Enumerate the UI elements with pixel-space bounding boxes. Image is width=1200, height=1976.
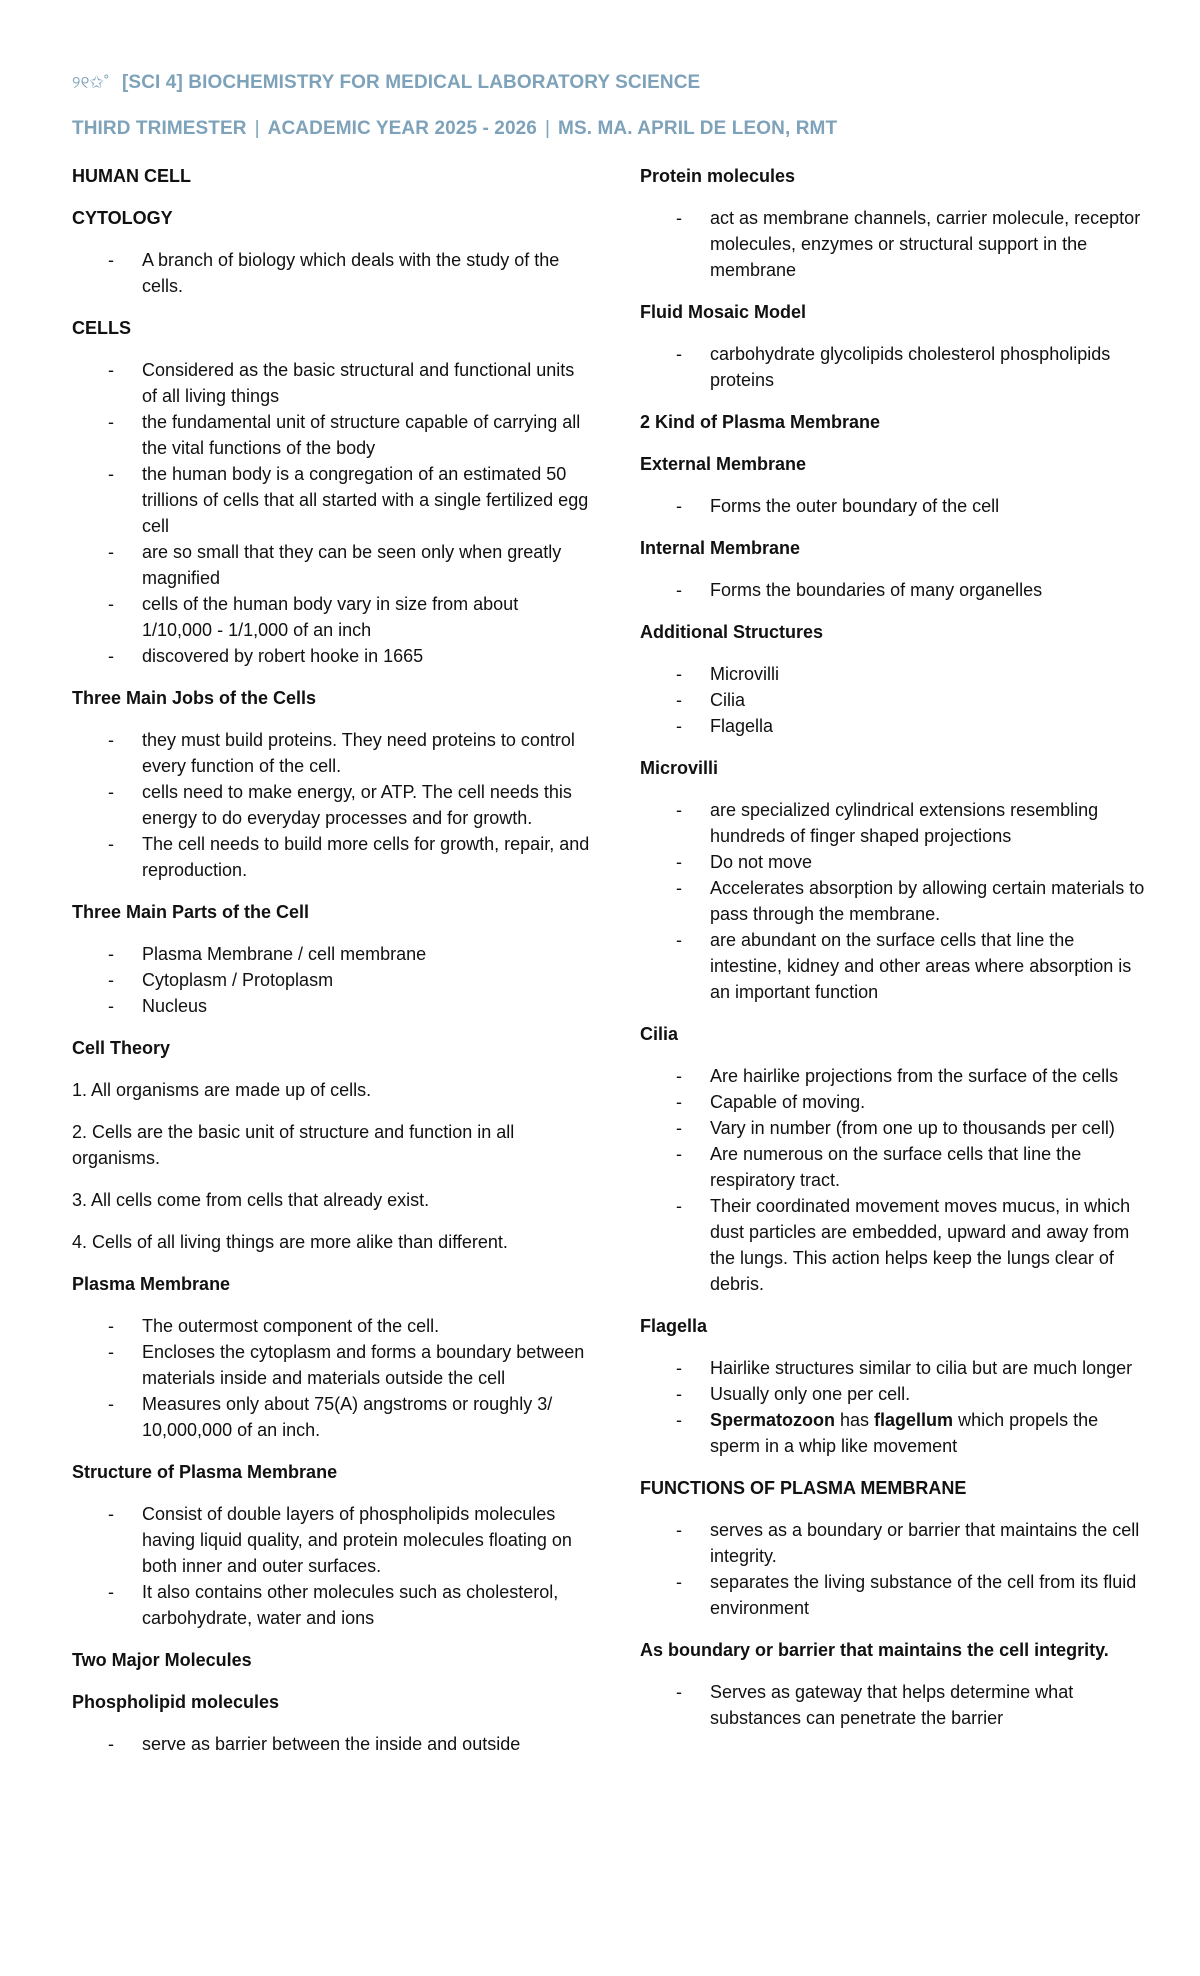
- bullet-list: [72, 357, 592, 669]
- bullet-list: [640, 797, 1145, 1005]
- list-item: - Nucleus: [72, 993, 592, 1019]
- bullet-list: [640, 341, 1145, 393]
- list-item: - Their coordinated movement moves mucus, in which dust particles are embedded, upward and away from the lungs. This action helps keep the lungs clear of debris.: [640, 1193, 1145, 1297]
- list-item: - Forms the boundaries of many organelles: [640, 577, 1145, 603]
- section-heading: Additional Structures: [640, 622, 824, 642]
- list-item: - are specialized cylindrical extensions resembling hundreds of finger shaped projections: [640, 797, 1145, 849]
- list-item: - Measures only about 75(A) angstroms or roughly 3/ 10,000,000 of an inch.: [72, 1391, 592, 1443]
- list-item: - Microvilli: [640, 661, 1145, 687]
- bullet-list: [72, 1501, 592, 1631]
- sparkle-ornament-icon: ୨୧✩˚: [72, 73, 110, 92]
- list-item: - Forms the outer boundary of the cell: [640, 493, 1145, 519]
- left-column: [72, 163, 592, 1773]
- list-item: - Vary in number (from one up to thousands per cell): [640, 1115, 1145, 1141]
- section-heading: Two Major Molecules: [72, 1650, 252, 1670]
- section-heading: Cilia: [640, 1024, 679, 1044]
- bold-term: Spermatozoon: [710, 1410, 836, 1430]
- bullet-list: [640, 577, 1145, 603]
- academic-year: ACADEMIC YEAR 2025 - 2026: [267, 118, 537, 139]
- numbered-paragraph: 4. Cells of all living things are more alike than different.: [72, 1232, 508, 1252]
- section-heading: Protein molecules: [640, 166, 796, 186]
- section-heading: Flagella: [640, 1316, 708, 1336]
- right-column: [640, 163, 1145, 1747]
- list-item: - It also contains other molecules such as cholesterol, carbohydrate, water and ions: [72, 1579, 592, 1631]
- course-name: [SCI 4] BIOCHEMISTRY FOR MEDICAL LABORATORY SCIENCE: [122, 72, 701, 93]
- section-heading: Fluid Mosaic Model: [640, 302, 807, 322]
- section-heading: CYTOLOGY: [72, 208, 173, 228]
- list-item: - are abundant on the surface cells that line the intestine, kidney and other areas where absorption is an important function: [640, 927, 1145, 1005]
- bullet-list: [640, 661, 1145, 739]
- list-item: - Cilia: [640, 687, 1145, 713]
- section-heading: Three Main Parts of the Cell: [72, 902, 310, 922]
- section-heading: Cell Theory: [72, 1038, 171, 1058]
- bullet-list: [72, 727, 592, 883]
- list-item: - Consist of double layers of phospholipids molecules having liquid quality, and protein molecules floating on both inner and outer surfaces.: [72, 1501, 592, 1579]
- term: THIRD TRIMESTER: [72, 118, 247, 139]
- list-item: - serve as barrier between the inside and outside: [72, 1731, 592, 1757]
- list-item: - Considered as the basic structural and functional units of all living things: [72, 357, 592, 409]
- list-item: - the human body is a congregation of an estimated 50 trillions of cells that all started with a single fertilized egg cell: [72, 461, 592, 539]
- text-run: has: [835, 1410, 875, 1430]
- section-heading: FUNCTIONS OF PLASMA MEMBRANE: [640, 1478, 967, 1498]
- list-item: - the fundamental unit of structure capable of carrying all the vital functions of the body: [72, 409, 592, 461]
- bullet-list: [640, 205, 1145, 283]
- list-item: - A branch of biology which deals with the study of the cells.: [72, 247, 592, 299]
- section-heading: Phospholipid molecules: [72, 1692, 280, 1712]
- list-item: - Serves as gateway that helps determine what substances can penetrate the barrier: [640, 1679, 1145, 1731]
- bullet-list: [72, 1731, 592, 1757]
- separator: |: [254, 118, 260, 139]
- list-item: - Capable of moving.: [640, 1089, 1145, 1115]
- section-heading: Internal Membrane: [640, 538, 801, 558]
- section-heading: HUMAN CELL: [72, 166, 191, 186]
- bullet-list: [640, 493, 1145, 519]
- bullet-list: [640, 1063, 1145, 1297]
- list-item: [640, 1407, 1145, 1459]
- list-item: - Are numerous on the surface cells that line the respiratory tract.: [640, 1141, 1145, 1193]
- section-heading: External Membrane: [640, 454, 807, 474]
- list-item: - Plasma Membrane / cell membrane: [72, 941, 592, 967]
- list-item: - Flagella: [640, 713, 1145, 739]
- list-item: - Accelerates absorption by allowing certain materials to pass through the membrane.: [640, 875, 1145, 927]
- list-item: - The cell needs to build more cells for growth, repair, and reproduction.: [72, 831, 592, 883]
- list-item: - serves as a boundary or barrier that maintains the cell integrity.: [640, 1517, 1145, 1569]
- bullet-list: [640, 1517, 1145, 1621]
- list-item: - act as membrane channels, carrier molecule, receptor molecules, enzymes or structural support in the membrane: [640, 205, 1145, 283]
- list-item: - cells of the human body vary in size from about 1/10,000 - 1/1,000 of an inch: [72, 591, 592, 643]
- section-heading: Structure of Plasma Membrane: [72, 1462, 338, 1482]
- course-title: [72, 72, 700, 94]
- list-item: - Usually only one per cell.: [640, 1381, 1145, 1407]
- section-heading: Microvilli: [640, 758, 719, 778]
- list-item: - carbohydrate glycolipids cholesterol phospholipids proteins: [640, 341, 1145, 393]
- list-item: - Encloses the cytoplasm and forms a boundary between materials inside and materials outside the cell: [72, 1339, 592, 1391]
- list-item: - Hairlike structures similar to cilia but are much longer: [640, 1355, 1145, 1381]
- bullet-list: [640, 1679, 1145, 1731]
- bold-term: flagellum: [874, 1410, 954, 1430]
- text-run: which propels the sperm in a whip like movement: [710, 1410, 1099, 1456]
- numbered-paragraph: 2. Cells are the basic unit of structure and function in all organisms.: [72, 1122, 515, 1168]
- numbered-paragraph: 1. All organisms are made up of cells.: [72, 1080, 372, 1100]
- section-heading: As boundary or barrier that maintains the cell integrity.: [640, 1640, 1109, 1660]
- numbered-paragraph: 3. All cells come from cells that already exist.: [72, 1190, 430, 1210]
- list-item: - separates the living substance of the cell from its fluid environment: [640, 1569, 1145, 1621]
- list-item: - cells need to make energy, or ATP. The cell needs this energy to do everyday processes and for growth.: [72, 779, 592, 831]
- bullet-list: [640, 1355, 1145, 1459]
- bullet-list: [72, 941, 592, 1019]
- section-heading: Three Main Jobs of the Cells: [72, 688, 317, 708]
- list-item: - Cytoplasm / Protoplasm: [72, 967, 592, 993]
- list-item: - discovered by robert hooke in 1665: [72, 643, 592, 669]
- section-heading: Plasma Membrane: [72, 1274, 231, 1294]
- bullet-list: [72, 247, 592, 299]
- bullet-list: [72, 1313, 592, 1443]
- list-item: - Are hairlike projections from the surface of the cells: [640, 1063, 1145, 1089]
- instructor: MS. MA. APRIL DE LEON, RMT: [558, 118, 838, 139]
- section-heading: CELLS: [72, 318, 132, 338]
- course-subtitle: [72, 118, 837, 140]
- section-heading: 2 Kind of Plasma Membrane: [640, 412, 881, 432]
- separator: |: [544, 118, 551, 139]
- list-item: - The outermost component of the cell.: [72, 1313, 592, 1339]
- list-item: - are so small that they can be seen only when greatly magnified: [72, 539, 592, 591]
- list-item: - Do not move: [640, 849, 1145, 875]
- list-item: - they must build proteins. They need proteins to control every function of the cell.: [72, 727, 592, 779]
